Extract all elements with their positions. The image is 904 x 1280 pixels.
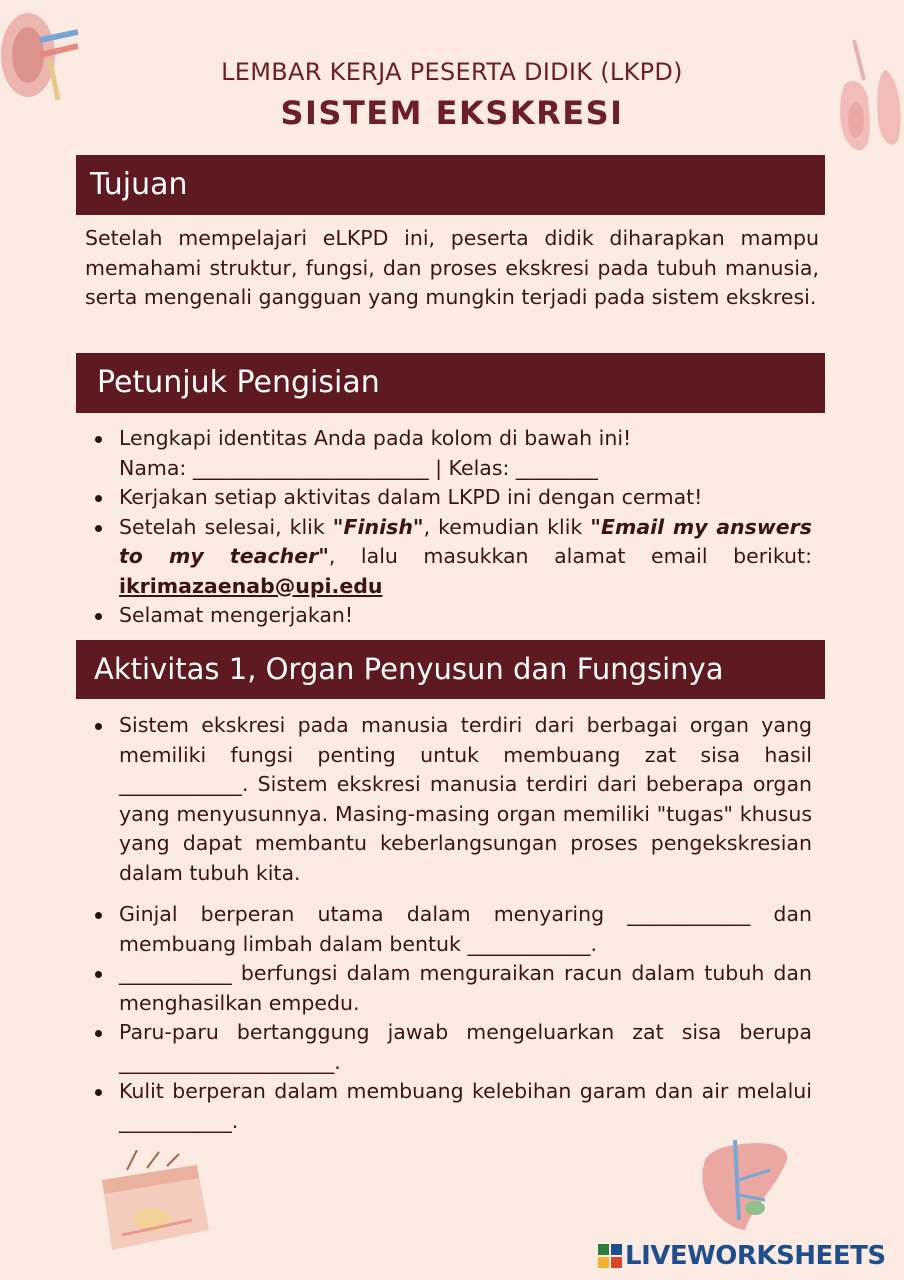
list-item: Kerjakan setiap aktivitas dalam LKPD ini dengan cermat!: [95, 483, 812, 513]
list-item: [95, 959, 812, 1018]
skin-illustration: [97, 1150, 212, 1260]
liveworksheets-icon: [598, 1244, 622, 1268]
petunjuk-list: [95, 424, 812, 631]
liveworksheets-text: LIVEWORKSHEETS: [625, 1241, 886, 1271]
kulit-text: Kulit berperan dalam membuang kelebihan garam dan air melalui: [119, 1079, 812, 1103]
ginjal-text: .: [590, 931, 597, 956]
kulit-text: .: [231, 1108, 239, 1133]
instruction-text: Setelah selesai, klik: [119, 514, 333, 539]
tujuan-paragraph: Setelah mempelajari eLKPD ini, peserta didik diharapkan mampu memahami struktur, fungsi, dan proses ekskresi pada tubuh manusia, serta mengenali gangguan yang mungkin terjadi pada sistem ekskresi.: [85, 226, 819, 309]
worksheet-subtitle: LEMBAR KERJA PESERTA DIDIK (LKPD): [221, 58, 683, 86]
intro-text: . Sistem ekskresi manusia terdiri dari beberapa organ yang menyusunnya. Masing-masing organ memiliki "tugas" khusus yang dapat membantu keberlangsungan proses pengekskresian dalam tubuh kita.: [119, 772, 812, 885]
answer-blank-ginjal-2[interactable]: ____________: [467, 931, 591, 956]
paru-text: Paru-paru bertanggung jawab mengeluarkan zat sisa berupa: [119, 1020, 812, 1044]
aktivitas1-organ-list: [95, 900, 812, 1136]
instruction-text: , kemudian klik: [423, 514, 591, 539]
intro-text: Sistem ekskresi pada manusia terdiri dari berbagai organ yang memiliki fungsi penting untuk membuang zat sisa hasil: [119, 713, 812, 767]
instruction-text: , lalu masukkan alamat email berikut:: [328, 544, 812, 568]
list-item: [95, 711, 812, 888]
answer-blank-paru[interactable]: _____________________: [119, 1049, 335, 1074]
petunjuk-heading: Petunjuk Pengisian: [76, 353, 825, 413]
answer-blank-zat-sisa[interactable]: ____________: [119, 772, 242, 796]
list-item: [95, 900, 812, 959]
ginjal-text: dan membuang limbah dalam bentuk: [119, 902, 812, 956]
answer-blank-kulit[interactable]: ___________: [119, 1108, 232, 1133]
list-item: [95, 424, 812, 483]
worksheet-title: SISTEM EKSKRESI: [280, 94, 624, 132]
finish-label: "Finish": [332, 514, 424, 539]
answer-blank-hati[interactable]: ___________: [119, 961, 232, 985]
liver-illustration: [695, 1120, 795, 1235]
teacher-email: ikrimazaenab@upi.edu: [119, 573, 383, 598]
aktivitas1-heading: Aktivitas 1, Organ Penyusun dan Fungsinya: [76, 640, 825, 699]
hati-text: berfungsi dalam menguraikan racun dalam tubuh dan menghasilkan empedu.: [119, 961, 812, 1015]
aktivitas1-intro-list: [95, 711, 812, 888]
list-item: [95, 513, 812, 602]
paru-text: .: [334, 1049, 341, 1074]
identitas-instruction: Lengkapi identitas Anda pada kolom di bawah ini!: [119, 426, 632, 450]
email-answers-label: "Email my answers to my teacher": [119, 514, 812, 568]
list-item: [95, 1018, 812, 1077]
tujuan-heading: Tujuan: [76, 155, 825, 215]
liveworksheets-logo: [598, 1242, 886, 1270]
nama-kelas-fields[interactable]: Nama: _______________________ | Kelas: ________: [119, 455, 598, 480]
answer-blank-ginjal-1[interactable]: ____________: [627, 902, 751, 926]
list-item: Selamat mengerjakan!: [95, 601, 812, 631]
list-item: [95, 1077, 812, 1136]
ginjal-text: Ginjal berperan utama dalam menyaring: [119, 902, 628, 926]
